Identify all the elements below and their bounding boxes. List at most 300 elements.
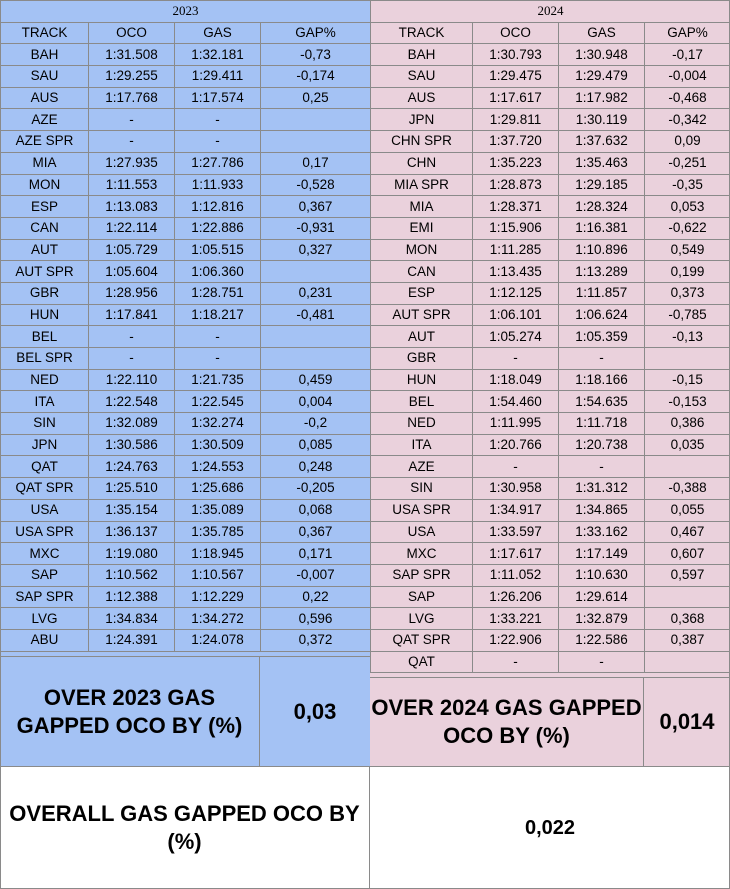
- gap-cell: -0,2: [261, 413, 371, 435]
- gas-time-cell: 1:29.614: [559, 586, 645, 608]
- table-row: [1, 196, 371, 218]
- oco-time-cell: 1:31.508: [89, 44, 175, 66]
- gap-cell: [645, 456, 730, 478]
- gas-time-cell: 1:32.879: [559, 608, 645, 630]
- gap-cell: -0,35: [645, 174, 730, 196]
- track-cell: SAP SPR: [371, 564, 473, 586]
- gap-cell: 0,231: [261, 282, 371, 304]
- gas-time-cell: 1:37.632: [559, 131, 645, 153]
- gas-time-cell: 1:24.553: [175, 456, 261, 478]
- track-cell: USA SPR: [371, 499, 473, 521]
- gap-cell: -0,73: [261, 44, 371, 66]
- gas-time-cell: 1:32.181: [175, 44, 261, 66]
- table-row: [371, 261, 730, 283]
- gas-time-cell: 1:54.635: [559, 391, 645, 413]
- oco-time-cell: -: [473, 456, 559, 478]
- oco-time-cell: 1:26.206: [473, 586, 559, 608]
- table-row: [371, 391, 730, 413]
- column-header: TRACK: [371, 22, 473, 44]
- table-row: [371, 629, 730, 651]
- oco-time-cell: 1:05.274: [473, 326, 559, 348]
- gap-cell: 0,25: [261, 87, 371, 109]
- gas-time-cell: 1:05.515: [175, 239, 261, 261]
- oco-time-cell: -: [89, 109, 175, 131]
- table-row: [1, 348, 371, 370]
- oco-time-cell: 1:22.110: [89, 369, 175, 391]
- gas-time-cell: 1:35.089: [175, 499, 261, 521]
- gap-cell: -0,785: [645, 304, 730, 326]
- track-cell: LVG: [371, 608, 473, 630]
- track-cell: MIA: [371, 196, 473, 218]
- table-row: [1, 608, 371, 630]
- gas-time-cell: 1:06.624: [559, 304, 645, 326]
- gas-time-cell: 1:29.479: [559, 66, 645, 88]
- summary-2024: [370, 677, 730, 766]
- gap-cell: -0,17: [645, 44, 730, 66]
- oco-time-cell: 1:17.768: [89, 87, 175, 109]
- track-cell: MIA SPR: [371, 174, 473, 196]
- table-row: [371, 87, 730, 109]
- oco-time-cell: 1:29.811: [473, 109, 559, 131]
- gas-time-cell: -: [175, 109, 261, 131]
- table-row: [371, 564, 730, 586]
- oco-time-cell: 1:28.371: [473, 196, 559, 218]
- gas-time-cell: 1:34.865: [559, 499, 645, 521]
- track-cell: QAT SPR: [371, 629, 473, 651]
- track-cell: QAT: [371, 651, 473, 673]
- gas-time-cell: 1:25.686: [175, 478, 261, 500]
- gas-time-cell: 1:29.411: [175, 66, 261, 88]
- gap-cell: -0,622: [645, 217, 730, 239]
- table-row: [371, 499, 730, 521]
- gap-cell: 0,368: [645, 608, 730, 630]
- gas-time-cell: 1:29.185: [559, 174, 645, 196]
- table-row: [1, 282, 371, 304]
- track-cell: AUS: [1, 87, 89, 109]
- oco-time-cell: 1:33.221: [473, 608, 559, 630]
- track-cell: ABU: [1, 629, 89, 651]
- table-row: [371, 217, 730, 239]
- table-row: [371, 543, 730, 565]
- gas-time-cell: -: [175, 348, 261, 370]
- gap-cell: 0,367: [261, 196, 371, 218]
- track-cell: USA: [371, 521, 473, 543]
- track-cell: SIN: [371, 478, 473, 500]
- track-cell: QAT: [1, 456, 89, 478]
- gas-time-cell: 1:30.119: [559, 109, 645, 131]
- oco-time-cell: 1:06.101: [473, 304, 559, 326]
- gap-cell: 0,372: [261, 629, 371, 651]
- gap-cell: [645, 586, 730, 608]
- oco-time-cell: 1:30.586: [89, 434, 175, 456]
- oco-time-cell: 1:25.510: [89, 478, 175, 500]
- table-row: [1, 521, 371, 543]
- track-cell: SAP SPR: [1, 586, 89, 608]
- track-cell: CHN SPR: [371, 131, 473, 153]
- track-cell: GBR: [371, 348, 473, 370]
- oco-time-cell: 1:29.255: [89, 66, 175, 88]
- gas-time-cell: 1:10.567: [175, 564, 261, 586]
- gap-cell: 0,327: [261, 239, 371, 261]
- gap-cell: -0,528: [261, 174, 371, 196]
- gas-time-cell: 1:21.735: [175, 369, 261, 391]
- table-row: [1, 326, 371, 348]
- overall-value: 0,022: [524, 816, 576, 839]
- gap-cell: 0,085: [261, 434, 371, 456]
- gap-cell: 0,467: [645, 521, 730, 543]
- gas-time-cell: 1:11.933: [175, 174, 261, 196]
- gas-time-cell: 1:05.359: [559, 326, 645, 348]
- track-cell: ITA: [371, 434, 473, 456]
- table-row: [1, 152, 371, 174]
- table-row: [371, 369, 730, 391]
- gas-time-cell: 1:22.545: [175, 391, 261, 413]
- table-row: [1, 66, 371, 88]
- table-row: [371, 239, 730, 261]
- track-cell: MIA: [1, 152, 89, 174]
- oco-time-cell: 1:11.995: [473, 413, 559, 435]
- table-row: [371, 304, 730, 326]
- table-row: [371, 152, 730, 174]
- track-cell: MON: [1, 174, 89, 196]
- table-row: [1, 586, 371, 608]
- table-row: [371, 348, 730, 370]
- gap-cell: 0,199: [645, 261, 730, 283]
- table-row: [371, 608, 730, 630]
- table-row: [371, 131, 730, 153]
- table-row: [1, 239, 371, 261]
- track-cell: NED: [371, 413, 473, 435]
- table-row: [371, 586, 730, 608]
- track-cell: NED: [1, 369, 89, 391]
- gas-time-cell: 1:10.630: [559, 564, 645, 586]
- oco-time-cell: 1:35.154: [89, 499, 175, 521]
- track-cell: CAN: [1, 217, 89, 239]
- gas-time-cell: -: [559, 456, 645, 478]
- gap-cell: 0,549: [645, 239, 730, 261]
- oco-time-cell: 1:35.223: [473, 152, 559, 174]
- track-cell: SIN: [1, 413, 89, 435]
- gas-time-cell: 1:35.463: [559, 152, 645, 174]
- gap-cell: 0,596: [261, 608, 371, 630]
- track-cell: AUT SPR: [1, 261, 89, 283]
- table-row: [371, 651, 730, 673]
- table-row: [1, 261, 371, 283]
- gas-time-cell: 1:16.381: [559, 217, 645, 239]
- oco-time-cell: 1:54.460: [473, 391, 559, 413]
- summary-2024-label: OVER 2024 GAS GAPPED OCO BY (%): [370, 678, 644, 766]
- oco-time-cell: -: [89, 131, 175, 153]
- oco-time-cell: 1:05.729: [89, 239, 175, 261]
- track-cell: MXC: [371, 543, 473, 565]
- oco-time-cell: 1:28.956: [89, 282, 175, 304]
- gap-cell: 0,22: [261, 586, 371, 608]
- oco-time-cell: 1:17.841: [89, 304, 175, 326]
- track-cell: CHN: [371, 152, 473, 174]
- gas-time-cell: 1:18.217: [175, 304, 261, 326]
- gap-cell: [261, 131, 371, 153]
- track-cell: SAU: [1, 66, 89, 88]
- table-row: [371, 66, 730, 88]
- summary-2023: [0, 656, 370, 766]
- table-row: [1, 434, 371, 456]
- gas-time-cell: 1:12.229: [175, 586, 261, 608]
- gap-cell: 0,055: [645, 499, 730, 521]
- column-header: GAP%: [645, 22, 730, 44]
- gas-time-cell: 1:22.886: [175, 217, 261, 239]
- gas-time-cell: 1:28.324: [559, 196, 645, 218]
- oco-time-cell: 1:33.597: [473, 521, 559, 543]
- gas-time-cell: 1:13.289: [559, 261, 645, 283]
- summary-2023-value: 0,03: [293, 698, 337, 724]
- gap-cell: -0,931: [261, 217, 371, 239]
- oco-time-cell: 1:18.049: [473, 369, 559, 391]
- track-cell: USA: [1, 499, 89, 521]
- table-row: [371, 521, 730, 543]
- track-cell: GBR: [1, 282, 89, 304]
- gap-cell: -0,15: [645, 369, 730, 391]
- track-cell: HUN: [1, 304, 89, 326]
- table-row: [371, 44, 730, 66]
- column-header: OCO: [89, 22, 175, 44]
- gap-cell: 0,053: [645, 196, 730, 218]
- gap-cell: 0,035: [645, 434, 730, 456]
- gas-time-cell: -: [175, 326, 261, 348]
- track-cell: BEL SPR: [1, 348, 89, 370]
- oco-time-cell: 1:10.562: [89, 564, 175, 586]
- gas-time-cell: 1:27.786: [175, 152, 261, 174]
- oco-time-cell: 1:11.553: [89, 174, 175, 196]
- track-cell: AUS: [371, 87, 473, 109]
- oco-time-cell: 1:12.125: [473, 282, 559, 304]
- oco-time-cell: 1:17.617: [473, 543, 559, 565]
- oco-time-cell: -: [473, 651, 559, 673]
- gap-cell: 0,09: [645, 131, 730, 153]
- gas-time-cell: 1:17.982: [559, 87, 645, 109]
- gas-time-cell: -: [559, 651, 645, 673]
- track-cell: MON: [371, 239, 473, 261]
- oco-time-cell: 1:13.435: [473, 261, 559, 283]
- gap-cell: [645, 651, 730, 673]
- gap-cell: 0,367: [261, 521, 371, 543]
- table-2024: [370, 0, 730, 673]
- track-cell: CAN: [371, 261, 473, 283]
- table-row: [371, 282, 730, 304]
- gap-cell: -0,205: [261, 478, 371, 500]
- table-row: [371, 456, 730, 478]
- gas-time-cell: 1:32.274: [175, 413, 261, 435]
- oco-time-cell: 1:13.083: [89, 196, 175, 218]
- gap-cell: -0,007: [261, 564, 371, 586]
- gap-cell: 0,387: [645, 629, 730, 651]
- gas-time-cell: 1:11.718: [559, 413, 645, 435]
- oco-time-cell: 1:24.763: [89, 456, 175, 478]
- oco-time-cell: 1:36.137: [89, 521, 175, 543]
- panel-2024: [370, 0, 730, 766]
- summary-2024-value: 0,014: [659, 709, 715, 734]
- gas-time-cell: 1:34.272: [175, 608, 261, 630]
- gas-time-cell: -: [559, 348, 645, 370]
- gap-cell: 0,068: [261, 499, 371, 521]
- table-row: [1, 109, 371, 131]
- table-row: [1, 456, 371, 478]
- track-cell: ITA: [1, 391, 89, 413]
- column-header: TRACK: [1, 22, 89, 44]
- track-cell: SAU: [371, 66, 473, 88]
- gap-cell: -0,004: [645, 66, 730, 88]
- gap-cell: 0,597: [645, 564, 730, 586]
- track-cell: ESP: [1, 196, 89, 218]
- oco-time-cell: 1:32.089: [89, 413, 175, 435]
- gas-time-cell: 1:33.162: [559, 521, 645, 543]
- track-cell: AUT SPR: [371, 304, 473, 326]
- gap-cell: [261, 348, 371, 370]
- table-row: [1, 44, 371, 66]
- table-row: [1, 87, 371, 109]
- gap-cell: 0,17: [261, 152, 371, 174]
- oco-time-cell: 1:29.475: [473, 66, 559, 88]
- oco-time-cell: -: [89, 348, 175, 370]
- gas-time-cell: 1:18.166: [559, 369, 645, 391]
- column-header: GAS: [559, 22, 645, 44]
- oco-time-cell: 1:30.958: [473, 478, 559, 500]
- table-row: [371, 174, 730, 196]
- gap-cell: 0,004: [261, 391, 371, 413]
- oco-time-cell: 1:34.834: [89, 608, 175, 630]
- oco-time-cell: 1:11.052: [473, 564, 559, 586]
- gap-cell: -0,342: [645, 109, 730, 131]
- panel-2023: [0, 0, 370, 766]
- gas-time-cell: 1:30.509: [175, 434, 261, 456]
- track-cell: AUT: [371, 326, 473, 348]
- gap-cell: 0,171: [261, 543, 371, 565]
- gap-cell: -0,251: [645, 152, 730, 174]
- table-row: [1, 217, 371, 239]
- gas-time-cell: 1:30.948: [559, 44, 645, 66]
- gas-time-cell: 1:28.751: [175, 282, 261, 304]
- gap-cell: -0,468: [645, 87, 730, 109]
- table-row: [1, 391, 371, 413]
- table-row: [371, 413, 730, 435]
- table-row: [371, 434, 730, 456]
- track-cell: BEL: [371, 391, 473, 413]
- oco-time-cell: -: [89, 326, 175, 348]
- gap-cell: 0,373: [645, 282, 730, 304]
- table-row: [371, 196, 730, 218]
- gap-cell: -0,388: [645, 478, 730, 500]
- gas-time-cell: 1:18.945: [175, 543, 261, 565]
- oco-time-cell: 1:37.720: [473, 131, 559, 153]
- gap-cell: [261, 261, 371, 283]
- oco-time-cell: 1:05.604: [89, 261, 175, 283]
- oco-time-cell: -: [473, 348, 559, 370]
- table-row: [371, 326, 730, 348]
- track-cell: ESP: [371, 282, 473, 304]
- oco-time-cell: 1:20.766: [473, 434, 559, 456]
- table-row: [1, 369, 371, 391]
- gap-cell: [261, 326, 371, 348]
- table-row: [1, 499, 371, 521]
- track-cell: SAP: [1, 564, 89, 586]
- oco-time-cell: 1:22.548: [89, 391, 175, 413]
- gas-time-cell: 1:22.586: [559, 629, 645, 651]
- table-row: [1, 478, 371, 500]
- oco-time-cell: 1:24.391: [89, 629, 175, 651]
- column-header: GAP%: [261, 22, 371, 44]
- gas-time-cell: 1:10.896: [559, 239, 645, 261]
- gap-cell: 0,459: [261, 369, 371, 391]
- track-cell: EMI: [371, 217, 473, 239]
- year-heading: 2023: [1, 1, 371, 23]
- gap-cell: [645, 348, 730, 370]
- gap-cell: 0,248: [261, 456, 371, 478]
- track-cell: MXC: [1, 543, 89, 565]
- overall-label: OVERALL GAS GAPPED OCO BY (%): [0, 767, 370, 889]
- summary-2023-label: OVER 2023 GAS GAPPED OCO BY (%): [0, 657, 260, 766]
- oco-time-cell: 1:12.388: [89, 586, 175, 608]
- track-cell: JPN: [371, 109, 473, 131]
- table-row: [1, 413, 371, 435]
- gas-time-cell: 1:20.738: [559, 434, 645, 456]
- track-cell: AZE SPR: [1, 131, 89, 153]
- column-header: GAS: [175, 22, 261, 44]
- track-cell: LVG: [1, 608, 89, 630]
- table-row: [1, 564, 371, 586]
- gas-time-cell: 1:12.816: [175, 196, 261, 218]
- gap-cell: -0,174: [261, 66, 371, 88]
- track-cell: BAH: [371, 44, 473, 66]
- track-cell: HUN: [371, 369, 473, 391]
- oco-time-cell: 1:11.285: [473, 239, 559, 261]
- table-row: [371, 109, 730, 131]
- track-cell: AZE: [371, 456, 473, 478]
- table-row: [1, 131, 371, 153]
- track-cell: SAP: [371, 586, 473, 608]
- gap-cell: -0,13: [645, 326, 730, 348]
- table-row: [1, 174, 371, 196]
- gas-time-cell: 1:11.857: [559, 282, 645, 304]
- track-cell: JPN: [1, 434, 89, 456]
- gas-time-cell: -: [175, 131, 261, 153]
- oco-time-cell: 1:30.793: [473, 44, 559, 66]
- oco-time-cell: 1:28.873: [473, 174, 559, 196]
- track-cell: USA SPR: [1, 521, 89, 543]
- gas-time-cell: 1:17.149: [559, 543, 645, 565]
- table-2023: [0, 0, 371, 652]
- gas-time-cell: 1:17.574: [175, 87, 261, 109]
- gap-cell: -0,153: [645, 391, 730, 413]
- gas-time-cell: 1:06.360: [175, 261, 261, 283]
- table-row: [1, 304, 371, 326]
- track-cell: BEL: [1, 326, 89, 348]
- gas-time-cell: 1:24.078: [175, 629, 261, 651]
- oco-time-cell: 1:19.080: [89, 543, 175, 565]
- table-row: [1, 629, 371, 651]
- oco-time-cell: 1:15.906: [473, 217, 559, 239]
- column-header: OCO: [473, 22, 559, 44]
- gas-time-cell: 1:35.785: [175, 521, 261, 543]
- oco-time-cell: 1:34.917: [473, 499, 559, 521]
- overall-summary: [0, 766, 730, 889]
- gap-cell: 0,607: [645, 543, 730, 565]
- table-row: [371, 478, 730, 500]
- gap-cell: -0,481: [261, 304, 371, 326]
- oco-time-cell: 1:27.935: [89, 152, 175, 174]
- oco-time-cell: 1:17.617: [473, 87, 559, 109]
- track-cell: AUT: [1, 239, 89, 261]
- gas-time-cell: 1:31.312: [559, 478, 645, 500]
- gap-cell: 0,386: [645, 413, 730, 435]
